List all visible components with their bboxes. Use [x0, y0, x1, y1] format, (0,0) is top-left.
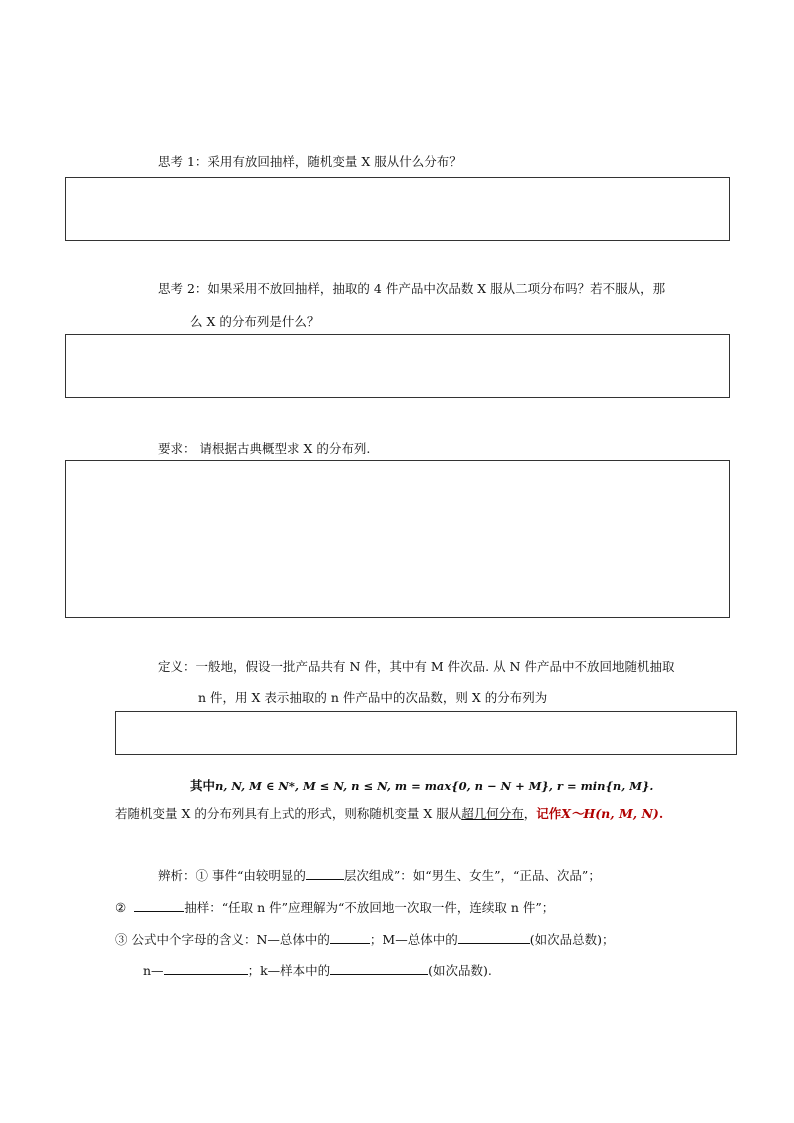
think2-prompt-line2: 么 X 的分布列是什么？: [190, 314, 320, 329]
blank-4[interactable]: [458, 932, 530, 944]
definition-line2: n 件，用 X 表示抽取的 n 件产品中的次品数，则 X 的分布列为: [198, 690, 548, 705]
analysis-line4-a: n—: [143, 963, 164, 978]
think1-answer-box[interactable]: [65, 177, 730, 241]
blank-1[interactable]: [306, 868, 344, 880]
analysis-line2-a: ②: [115, 900, 127, 915]
think2-answer-box[interactable]: [65, 334, 730, 398]
analysis-line1-b: 层次组成”：如“男生、女生”，“正品、次品”；: [343, 868, 601, 883]
blank-2[interactable]: [134, 900, 184, 912]
hypergeom-comma: ，: [523, 806, 537, 821]
think2-prompt-line1: 思考 2：如果采用不放回抽样，抽取的 4 件产品中次品数 X 服从二项分布吗？若不服从，那: [158, 281, 666, 296]
analysis-line3-c: (如次品总数)；: [529, 932, 615, 947]
distribution-formula-box[interactable]: [115, 711, 737, 755]
analysis-line4-c: (如次品数).: [428, 963, 492, 978]
hypergeom-term: 超几何分布: [461, 806, 524, 821]
analysis-line3: [115, 930, 615, 948]
hypergeom-end: .: [658, 806, 664, 821]
analysis-line1-a: 辨析：① 事件“由较明显的: [158, 868, 306, 883]
analysis-line1: [158, 866, 601, 884]
blank-3[interactable]: [330, 932, 370, 944]
conditions-formula: n, N, M ∈ N*, M ≤ N, n ≤ N, m = max{0, n − N + M}, r = min{n, M}.: [215, 779, 654, 793]
analysis-line3-b: ；M—总体中的: [369, 932, 458, 947]
hypergeom-notation-label: 记作: [536, 806, 562, 821]
blank-5[interactable]: [164, 963, 248, 975]
hypergeom-notation: X～H(n, M, N): [561, 806, 659, 821]
conditions-prefix: 其中: [190, 778, 216, 793]
blank-6[interactable]: [330, 963, 428, 975]
analysis-line2-b: 抽样：“任取 n 件”应理解为“不放回地一次取一件，连续取 n 件”；: [184, 900, 555, 915]
analysis-line3-a: ③ 公式中个字母的含义：N—总体中的: [115, 932, 330, 947]
analysis-line2: [115, 898, 554, 916]
analysis-line4: [143, 961, 492, 979]
requirement-text: 要求： 请根据古典概型求 X 的分布列.: [158, 441, 371, 456]
think1-prompt: 思考 1：采用有放回抽样，随机变量 X 服从什么分布？: [158, 154, 462, 169]
definition-line1: 定义：一般地，假设一批产品共有 N 件，其中有 M 件次品. 从 N 件产品中不放回地随机抽取: [158, 659, 675, 674]
analysis-line4-b: ；k—样本中的: [247, 963, 331, 978]
requirement-answer-box[interactable]: [65, 460, 730, 618]
hypergeom-before: 若随机变量 X 的分布列具有上式的形式，则称随机变量 X 服从: [115, 806, 462, 821]
conditions-line: [190, 776, 653, 794]
hypergeometric-statement: [115, 804, 663, 822]
